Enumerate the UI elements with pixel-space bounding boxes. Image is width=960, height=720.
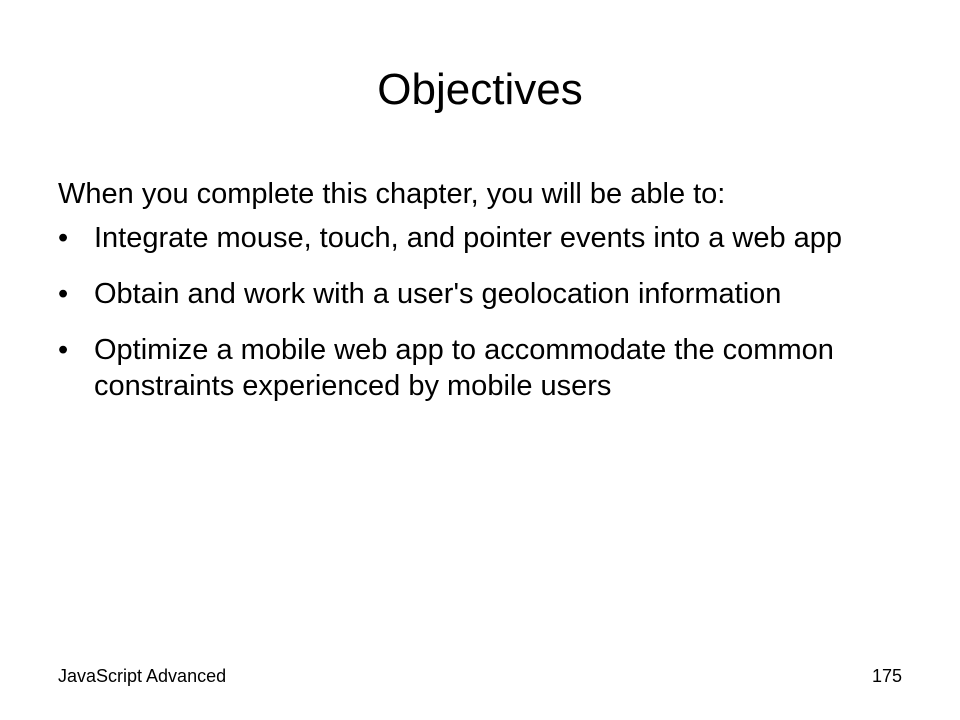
bullet-icon: • bbox=[58, 222, 69, 254]
objective-item bbox=[58, 220, 908, 256]
footer-page-number: 175 bbox=[871, 666, 902, 686]
objectives-intro: When you complete this chapter, you will be able to: bbox=[58, 178, 726, 210]
objective-item bbox=[58, 332, 908, 404]
objective-text: Obtain and work with a user's geolocation information bbox=[94, 278, 782, 310]
slide-title: Objectives bbox=[377, 65, 583, 114]
objectives-list bbox=[58, 220, 908, 424]
bullet-icon: • bbox=[58, 334, 69, 366]
objective-item bbox=[58, 276, 908, 312]
footer-course-name: JavaScript Advanced bbox=[58, 666, 227, 686]
objective-text: Optimize a mobile web app to accommodate the common constraints experienced by mobile users bbox=[94, 334, 834, 402]
objective-text: Integrate mouse, touch, and pointer events into a web app bbox=[94, 222, 843, 254]
bullet-icon: • bbox=[58, 278, 69, 310]
